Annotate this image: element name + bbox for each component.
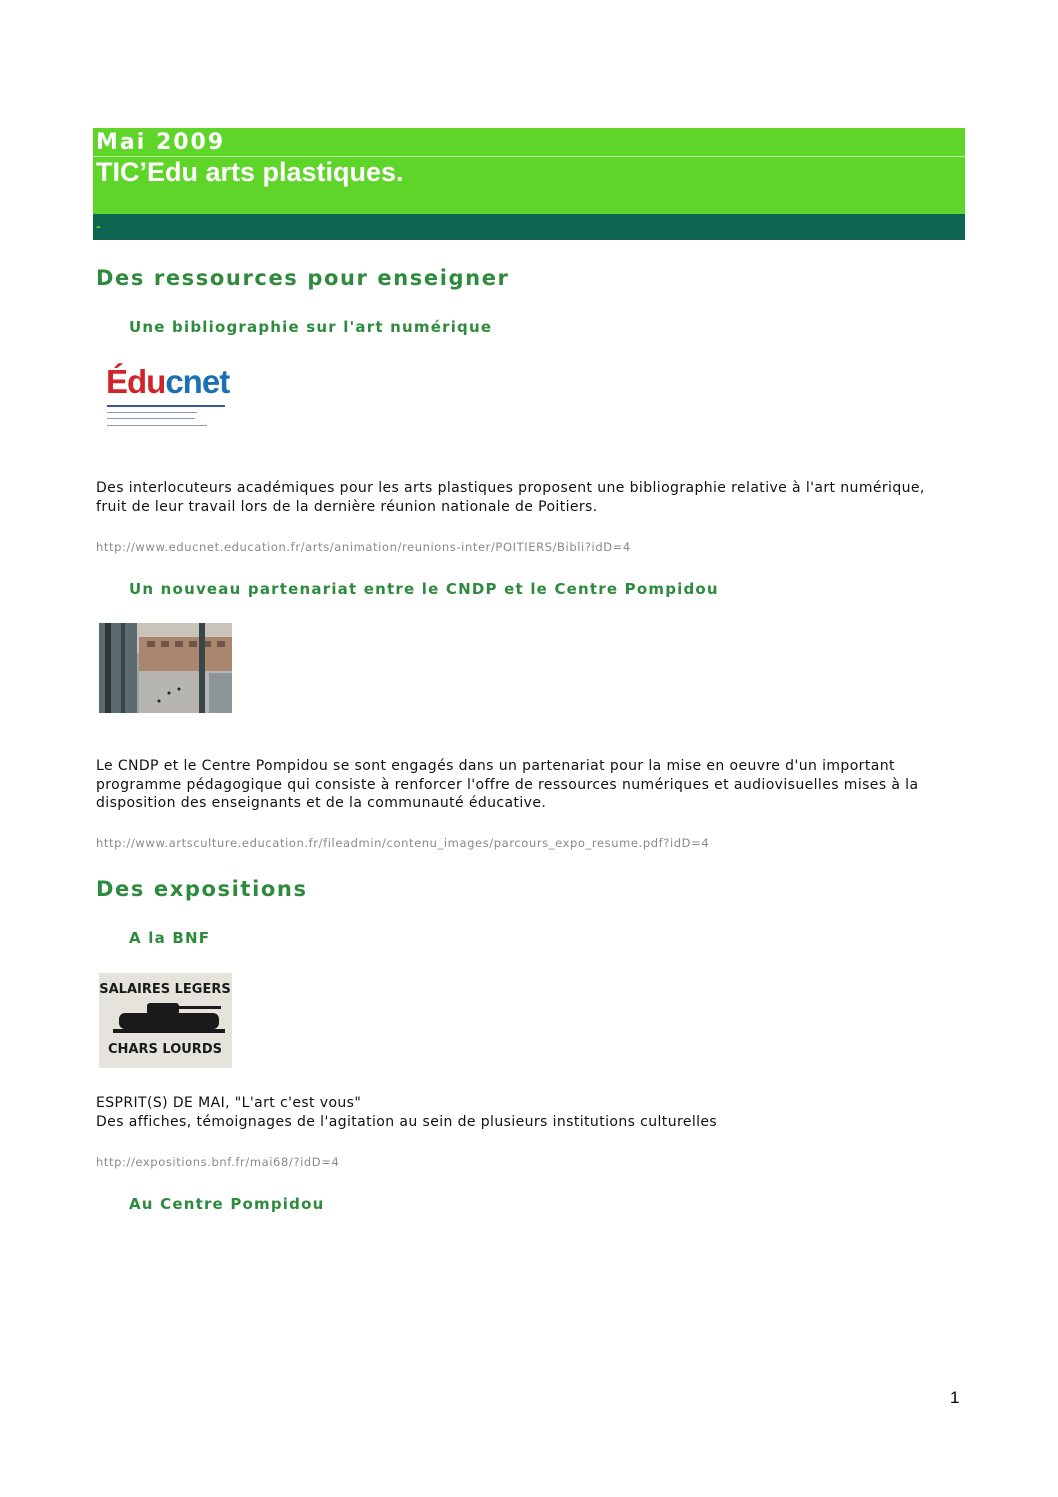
header-subbar xyxy=(93,214,965,240)
mai68-poster xyxy=(99,973,232,1068)
article-text-partenariat: Le CNDP et le Centre Pompidou se sont engagés dans un partenariat pour la mise en oeuvre d'un important programme pédagogique qui consiste à renforcer l'offre de ressources numériques et audiovisuelles mises à la disposition des enseignants et de la communauté éducative. xyxy=(96,758,919,811)
section-heading-resources: Des ressources pour enseigner xyxy=(96,266,510,290)
educnet-logo: Éducnet xyxy=(104,360,230,432)
article-title-bibliographie[interactable]: Une bibliographie sur l'art numérique xyxy=(129,318,493,336)
exhibition-title: ESPRIT(S) DE MAI, "L'art c'est vous" xyxy=(96,1095,362,1111)
svg-text:CHARS LOURDS: CHARS LOURDS xyxy=(108,1042,222,1057)
svg-text:SALAIRES LEGERS: SALAIRES LEGERS xyxy=(99,982,231,997)
article-title-pompidou[interactable]: Au Centre Pompidou xyxy=(129,1195,325,1213)
page-number: 1 xyxy=(950,1388,960,1407)
newsletter-title: TIC’Edu arts plastiques. xyxy=(96,157,404,187)
section-heading-expositions: Des expositions xyxy=(96,877,308,901)
article-link-partenariat[interactable]: http://www.artsculture.education.fr/fileadmin/contenu_images/parcours_expo_resume.pdf?idD=4 xyxy=(96,836,710,850)
newsletter-date: Mai 2009 xyxy=(96,130,226,155)
article-text-bnf xyxy=(96,1094,956,1131)
exhibition-description: Des affiches, témoignages de l'agitation au sein de plusieurs institutions culturelles xyxy=(96,1113,718,1130)
article-title-bnf[interactable]: A la BNF xyxy=(129,929,211,947)
article-text-bibliographie: Des interlocuteurs académiques pour les arts plastiques proposent une bibliographie relative à l'art numérique, fruit de leur travail lors de la dernière réunion nationale de Poitiers. xyxy=(96,480,925,515)
article-link-bibliographie[interactable]: http://www.educnet.education.fr/arts/animation/reunions-inter/POITIERS/Bibli?idD=4 xyxy=(96,540,631,554)
article-link-bnf[interactable]: http://expositions.bnf.fr/mai68/?idD=4 xyxy=(96,1155,340,1169)
subbar-dash: - xyxy=(96,218,101,234)
centre-pompidou-photo xyxy=(99,623,232,713)
article-title-partenariat[interactable]: Un nouveau partenariat entre le CNDP et le Centre Pompidou xyxy=(129,580,719,598)
